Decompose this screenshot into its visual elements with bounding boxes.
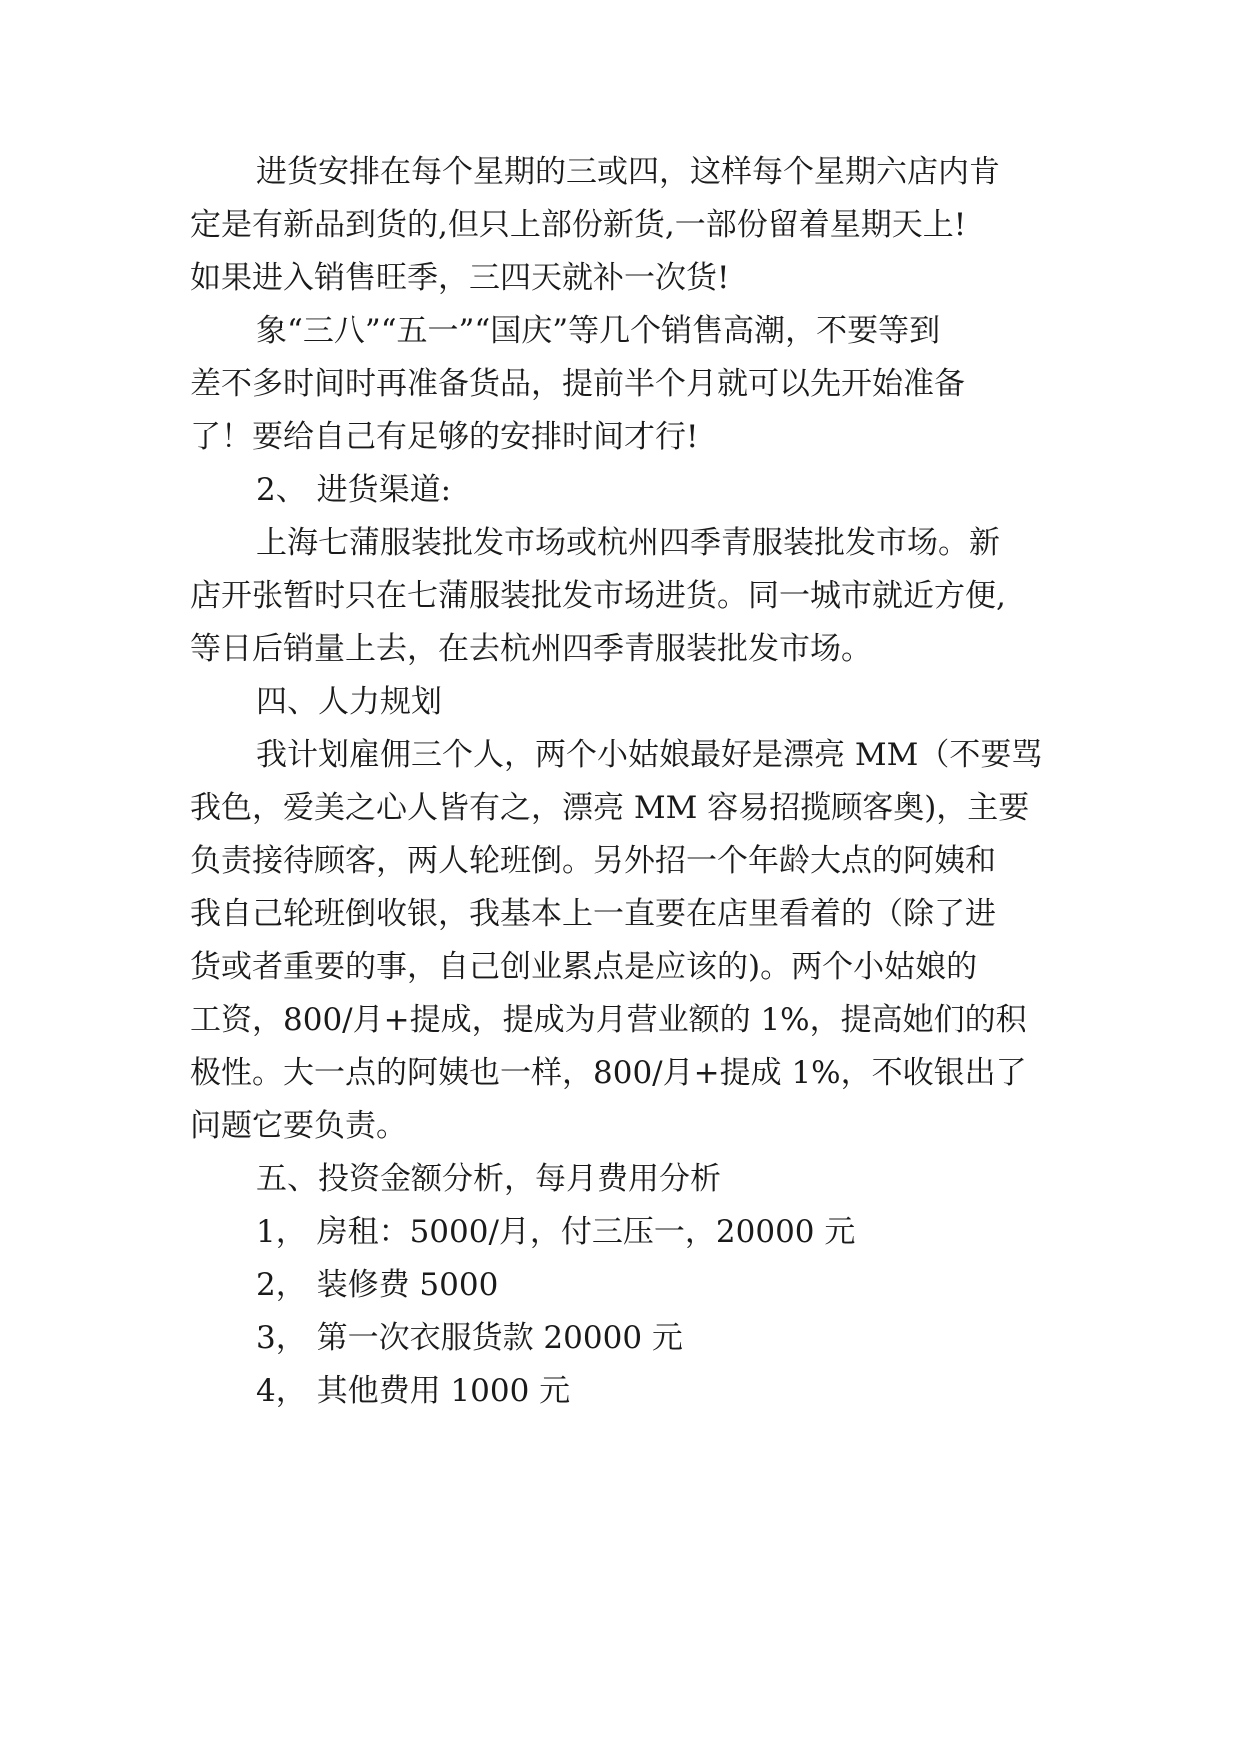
text-line: 极性。大一点的阿姨也一样，800/月+提成 1%，不收银出了 <box>190 1055 1027 1091</box>
text-line: 进货安排在每个星期的三或四，这样每个星期六店内肯 <box>256 154 1000 190</box>
text-line: 象“三八”“五一”“国庆”等几个销售高潮，不要等到 <box>256 313 941 349</box>
text-line: 问题它要负责。 <box>190 1108 407 1144</box>
text-line: 上海七蒲服装批发市场或杭州四季青服装批发市场。新 <box>256 525 1000 561</box>
text-line: 定是有新品到货的,但只上部份新货,一部份留着星期天上! <box>190 207 967 243</box>
text-line: 我计划雇佣三个人，两个小姑娘最好是漂亮 MM（不要骂 <box>256 737 1043 773</box>
section-heading: 五、投资金额分析，每月费用分析 <box>256 1161 721 1197</box>
text-line: 货或者重要的事，自己创业累点是应该的)。两个小姑娘的 <box>190 949 978 985</box>
text-line: 等日后销量上去，在去杭州四季青服装批发市场。 <box>190 631 872 667</box>
text-line: 我自己轮班倒收银，我基本上一直要在店里看着的（除了进 <box>190 896 996 932</box>
text-line: 店开张暂时只在七蒲服装批发市场进货。同一城市就近方便, <box>190 578 1006 614</box>
text-line: 差不多时间时再准备货品，提前半个月就可以先开始准备 <box>190 366 965 402</box>
list-item: 4， 其他费用 1000 元 <box>256 1373 571 1409</box>
list-item: 3， 第一次衣服货款 20000 元 <box>256 1320 683 1356</box>
section-heading: 2、 进货渠道: <box>256 472 452 508</box>
text-line: 了！要给自己有足够的安排时间才行! <box>190 419 699 455</box>
list-item: 2， 装修费 5000 <box>256 1267 499 1303</box>
list-item: 1， 房租：5000/月，付三压一，20000 元 <box>256 1214 856 1250</box>
text-line: 如果进入销售旺季，三四天就补一次货! <box>190 260 730 296</box>
section-heading: 四、人力规划 <box>256 684 442 720</box>
text-line: 我色，爱美之心人皆有之，漂亮 MM 容易招揽顾客奥)，主要 <box>190 790 1030 826</box>
text-line: 负责接待顾客，两人轮班倒。另外招一个年龄大点的阿姨和 <box>190 843 996 879</box>
text-line: 工资，800/月+提成，提成为月营业额的 1%，提高她们的积 <box>190 1002 1027 1038</box>
